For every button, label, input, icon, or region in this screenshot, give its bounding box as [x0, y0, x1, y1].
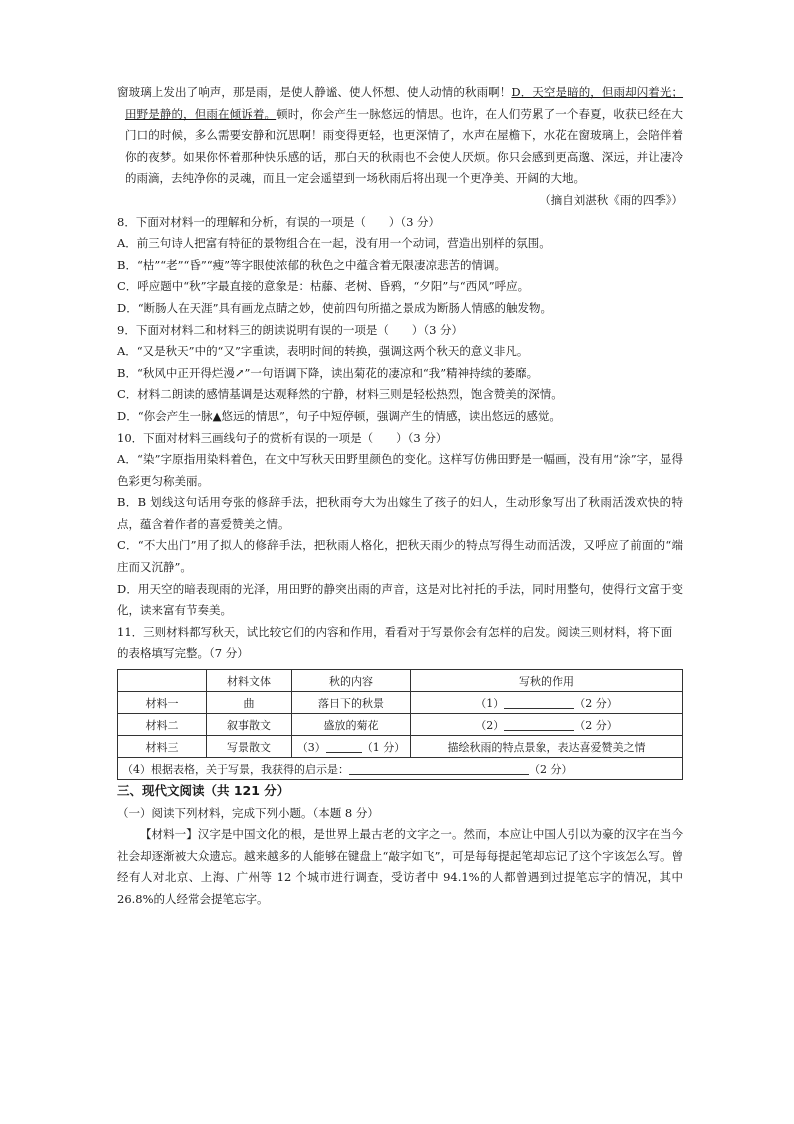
- section-title: 三、现代文阅读（共 121 分）: [117, 783, 290, 799]
- table-cell: 写景散文: [207, 736, 292, 758]
- question-9-option-c: C．材料二朗读的感情基调是达观释然的宁静，材料三则是轻松热烈，饱含赞美的深情。: [117, 387, 563, 402]
- table-cell: （1） （2 分）: [411, 692, 683, 714]
- question-9-option-b: B．“秋风中正开得烂漫↗”一句语调下降，读出菊花的凄凉和“我”精神持续的萎靡。: [117, 365, 539, 380]
- table-cell: 落日下的秋景: [292, 692, 411, 714]
- table-header-cell: 材料文体: [207, 670, 292, 692]
- answer-blank[interactable]: [504, 696, 574, 709]
- table-cell: （4）根据表格，关于写景，我获得的启示是： （2 分）: [118, 758, 683, 780]
- document-page: [117, 82, 683, 910]
- passage-text-2: 顿时，你会产生一脉悠远的情思。也许，在人们劳累了一个春夏，收获已经在大门口的时候，多么需要安静和沉思啊！雨变得更轻，也更深情了，水声在屋檐下，水花在窗玻璃上，会陪伴着你的夜梦。如果你怀着那种快乐感的话，那白天的秋雨也不会使人厌烦。你只会感到更高邈、深远，并让凄冷的雨滴，去纯净你的灵魂，而且一定会遥望到一场秋雨后将出现一个更净美、开阔的大地。: [125, 106, 684, 186]
- question-10-stem: 10．下面对材料三画线句子的赏析有误的一项是（ ）（3 分）: [117, 430, 448, 445]
- question-10-option-b: B．B 划线这句话用夸张的修辞手法，把秋雨夸大为出嫁生了孩子的妇人，生动形象写出了秋雨活泼欢快的特点，蕴含着作者的喜爱赞美之情。: [117, 495, 683, 531]
- question-8-option-c: C．呼应题中“秋”字最直接的意象是：枯藤、老树、昏鸦，“夕阳”与“西风”呼应。: [117, 279, 530, 294]
- table-row: [118, 692, 683, 714]
- answer-table: [117, 669, 683, 780]
- table-header-cell: 写秋的作用: [411, 670, 683, 692]
- passage-text-1: 窗玻璃上发出了响声，那是雨，是使人静谧、使人怀想、使人动情的秋雨啊！: [117, 85, 512, 99]
- table-header-row: [118, 670, 683, 692]
- passage-paragraph: [117, 82, 683, 190]
- table-row: [118, 736, 683, 758]
- question-9-stem: 9．下面对材料二和材料三的朗读说明有误的一项是（ ）（3 分）: [117, 322, 464, 337]
- question-11: [117, 622, 683, 780]
- table-cell: 曲: [207, 692, 292, 714]
- question-9: [117, 320, 683, 428]
- question-9-option-d: D．“你会产生一脉▲悠远的情思”，句子中短停顿，强调产生的情感，读出悠远的感觉。: [117, 408, 561, 423]
- question-10: [117, 428, 683, 622]
- underlined-sentence-d: D．天空是暗的，但雨却闪着光；田野是静的，但雨在倾诉着。: [125, 85, 684, 121]
- table-header-cell: 秋的内容: [292, 670, 411, 692]
- passage-source: （摘自刘湛秋《雨的四季》）: [539, 192, 683, 207]
- answer-blank[interactable]: [349, 762, 529, 775]
- table-row: [118, 758, 683, 780]
- question-10-option-c: C．“不大出门”用了拟人的修辞手法，把秋雨人格化，把秋天雨少的特点写得生动而活泼，又呼应了前面的“端庄而又沉静”。: [117, 538, 683, 575]
- table-cell: 盛放的菊花: [292, 714, 411, 736]
- table-cell: 材料一: [118, 692, 207, 714]
- material-paragraph: 【材料一】汉字是中国文化的根，是世界上最古老的文字之一。然而，本应让中国人引以为豪的汉字在当今社会却逐渐被大众遗忘。越来越多的人能够在键盘上“敲字如飞”，可是每每提起笔却忘记了这个字该怎么写。曾经有人对北京、上海、广州等 12 个城市进行调查，受访者中 94.1%的人都曾遇到过提笔忘字的情况，其中 26.8%的人经常会提笔忘字。: [117, 827, 683, 906]
- question-10-option-d: D．用天空的暗表现雨的光泽，用田野的静突出雨的声音，这是对比衬托的手法，同时用整句，使得行文富于变化，读来富有节奏美。: [117, 581, 683, 618]
- question-8: [117, 212, 683, 320]
- question-11-stem: 11．三则材料都写秋天，试比较它们的内容和作用，看看对于写景你会有怎样的启发。阅读三则材料，将下面的表格填写完整。（7 分）: [117, 624, 673, 661]
- table-cell: 材料二: [118, 714, 207, 736]
- table-row: [118, 714, 683, 736]
- table-header-cell: [118, 670, 207, 692]
- answer-blank[interactable]: [326, 740, 362, 753]
- answer-blank[interactable]: [504, 718, 574, 731]
- question-8-option-a: A．前三句诗人把富有特征的景物组合在一起，没有用一个动词，营造出别样的氛围。: [117, 236, 551, 251]
- table-cell: 材料三: [118, 736, 207, 758]
- subsection-title: （一）阅读下列材料，完成下列小题。（本题 8 分）: [117, 806, 379, 821]
- question-8-option-d: D．“断肠人在天涯”具有画龙点睛之妙，使前四句所描之景成为断肠人情感的触发物。: [117, 300, 552, 315]
- question-9-option-a: A．“又是秋天”中的“又”字重读，表明时间的转换，强调这两个秋天的意义非凡。: [117, 344, 529, 359]
- question-8-option-b: B．“枯”“老”“昏”“瘦”等字眼使浓郁的秋色之中蕴含着无限凄凉悲苦的情调。: [117, 257, 506, 272]
- question-10-option-a: A．“染”字原指用染料着色，在文中写秋天田野里颜色的变化。这样写仿佛田野是一幅画，没有用“涂”字，显得色彩更匀称美丽。: [117, 452, 683, 488]
- question-8-stem: 8．下面对材料一的理解和分析，有误的一项是（ ）（3 分）: [117, 214, 441, 229]
- table-cell: （2） （2 分）: [411, 714, 683, 736]
- table-cell: 叙事散文: [207, 714, 292, 736]
- table-cell: 描绘秋雨的特点景象，表达喜爱赞美之情: [411, 736, 683, 758]
- table-cell: （3） （1 分）: [292, 736, 411, 758]
